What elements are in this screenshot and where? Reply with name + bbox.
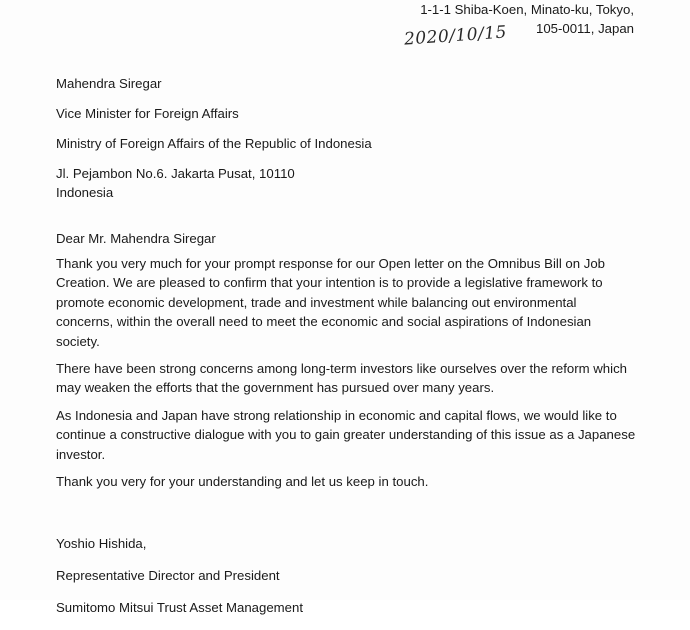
body-paragraph: There have been strong concerns among long-term investors like ourselves over the reform which may weaken the efforts that the government has pursued over many years. (56, 361, 627, 396)
body-paragraph: As Indonesia and Japan have strong relationship in economic and capital flows, we would like to continue a constructive dialogue with you to gain greater understanding of this issue as a Japanese investor. (56, 407, 636, 462)
recipient-name: Mahendra Siregar (56, 76, 162, 91)
signatory-company: Sumitomo Mitsui Trust Asset Management (56, 600, 303, 615)
salutation: Dear Mr. Mahendra Siregar (56, 231, 216, 246)
recipient-block (56, 74, 372, 202)
body-paragraph: Thank you very for your understanding and let us keep in touch. (56, 474, 429, 490)
recipient-organization: Ministry of Foreign Affairs of the Republic of Indonesia (56, 136, 372, 151)
handwritten-date: 2020/10/15 (403, 22, 508, 50)
body-paragraph: Thank you very much for your prompt response for our Open letter on the Omnibus Bill on Job Creation. We are pleased to confirm that your intention is to provide a legislative framework to promote economic development, trade and investment while balancing out environmental concerns, within the overall need to meet the economic and social aspirations of Indonesian society. (56, 256, 606, 349)
recipient-address: Jl. Pejambon No.6. Jakarta Pusat, 10110 (56, 166, 295, 181)
sender-address-line: 1-1-1 Shiba-Koen, Minato-ku, Tokyo, (420, 2, 634, 17)
signatory-title: Representative Director and President (56, 568, 280, 583)
signatory-name: Yoshio Hishida, (56, 536, 147, 551)
letter-body (56, 254, 636, 499)
sender-address-line: 105-0011, Japan (535, 21, 634, 36)
recipient-country: Indonesia (56, 185, 114, 200)
signature-block (56, 534, 303, 630)
recipient-title: Vice Minister for Foreign Affairs (56, 106, 239, 121)
